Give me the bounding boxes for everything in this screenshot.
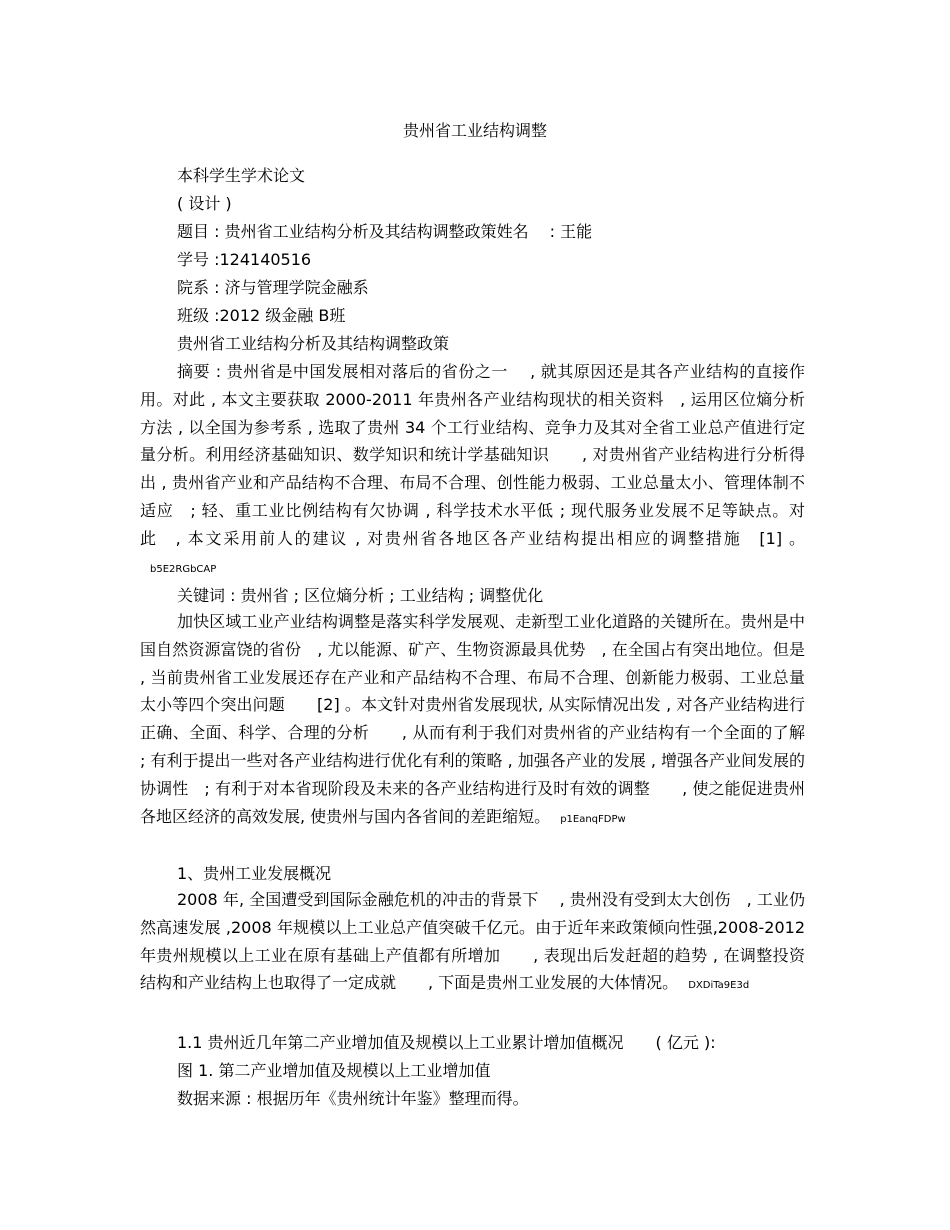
design-label: ( 设计 )	[177, 194, 232, 213]
keywords: 关键词 : 贵州省 ; 区位熵分析 ; 工业结构 ; 调整优化	[177, 586, 544, 605]
section-1-text: 2008 年, 全国遭受到国际金融危机的冲击的背景下 , 贵州没有受到太大创伤 , 工业仍然高速发展 ,2008 年规模以上工业总产值突破千亿元。由于近年来政策倾向性强,2008-2012 年贵州规模以上工业在原有基础上产值都有所增加 , 表现出后发赶超的趋势 , 在调整投资结构和产业结构上也取得了一定成就 , 下面是贵州工业发展的大体情况。	[140, 890, 805, 993]
paper-subtitle: 贵州省工业结构分析及其结构调整政策	[177, 334, 450, 353]
section-1-paragraph	[140, 886, 805, 1000]
student-id: 学号 :124140516	[177, 250, 312, 269]
abstract-tag: b5E2RGbCAP	[150, 563, 217, 575]
data-source: 数据来源 : 根据历年《贵州统计年鉴》整理而得。	[177, 1089, 529, 1108]
figure-caption: 图 1. 第二产业增加值及规模以上工业增加值	[177, 1061, 491, 1080]
section-1-heading: 1、贵州工业发展概况	[177, 864, 332, 883]
intro-paragraph	[140, 608, 827, 833]
class-line: 班级 :2012 级金融 B班	[177, 306, 346, 325]
topic-line: 题目 : 贵州省工业结构分析及其结构调整政策姓名 : 王能	[177, 222, 593, 241]
department: 院系 : 济与管理学院金融系	[177, 278, 369, 297]
document-title: 贵州省工业结构调整	[402, 121, 547, 140]
abstract-paragraph	[140, 358, 805, 583]
intro-tag: p1EanqFDPw	[560, 813, 626, 825]
subsection-heading: 1.1 贵州近几年第二产业增加值及规模以上工业累计增加值概况 ( 亿元 ):	[177, 1033, 716, 1052]
intro-text: 加快区域工业产业结构调整是落实科学发展观、走新型工业化道路的关键所在。贵州是中国自然资源富饶的省份 , 尤以能源、矿产、生物资源最具优势 , 在全国占有突出地位。但是 , 当前贵州省工业发展还存在产业和产品结构不合理、布局不合理、创新能力极弱、工业总量太小等四个突出问题 [2] 。本文针对贵州省发展现状, 从实际情况出发 , 对各产业结构进行正确、全面、科学、合理的分析 , 从而有利于我们对贵州省的产业结构有一个全面的了解 ; 有利于提出一些对各产业结构进行优化有利的策略 , 加强各产业的发展 , 增强各产业间发展的协调性 ; 有利于对本省现阶段及未来的各产业结构进行及时有效的调整 , 使之能促进贵州各地区经济的高效发展, 使贵州与国内各省间的差距缩短。	[140, 612, 827, 826]
section-1-tag: DXDiTa9E3d	[688, 980, 750, 992]
abstract-text: 摘要 : 贵州省是中国发展相对落后的省份之一 , 就其原因还是其各产业结构的直接作用。对此 , 本文主要获取 2000-2011 年贵州各产业结构现状的相关资料 , 运用区位熵分析方法 , 以全国为参考系 , 选取了贵州 34 个工行业结构、竞争力及其对全省工业总产值进行定量分析。利用经济基础知识、数学知识和统计学基础知识 , 对贵州省产业结构进行分析得出 , 贵州省产业和产品结构不合理、布局不合理、创性能力极弱、工业总量太小、管理体制不适应 ; 轻、重工业比例结构有欠协调 , 科学技术水平低 ; 现代服务业发展不足等缺点。对此 , 本文采用前人的建议 , 对贵州省各地区各产业结构提出相应的调整措施 [1] 。	[140, 362, 805, 548]
paper-type: 本科学生学术论文	[177, 166, 306, 185]
